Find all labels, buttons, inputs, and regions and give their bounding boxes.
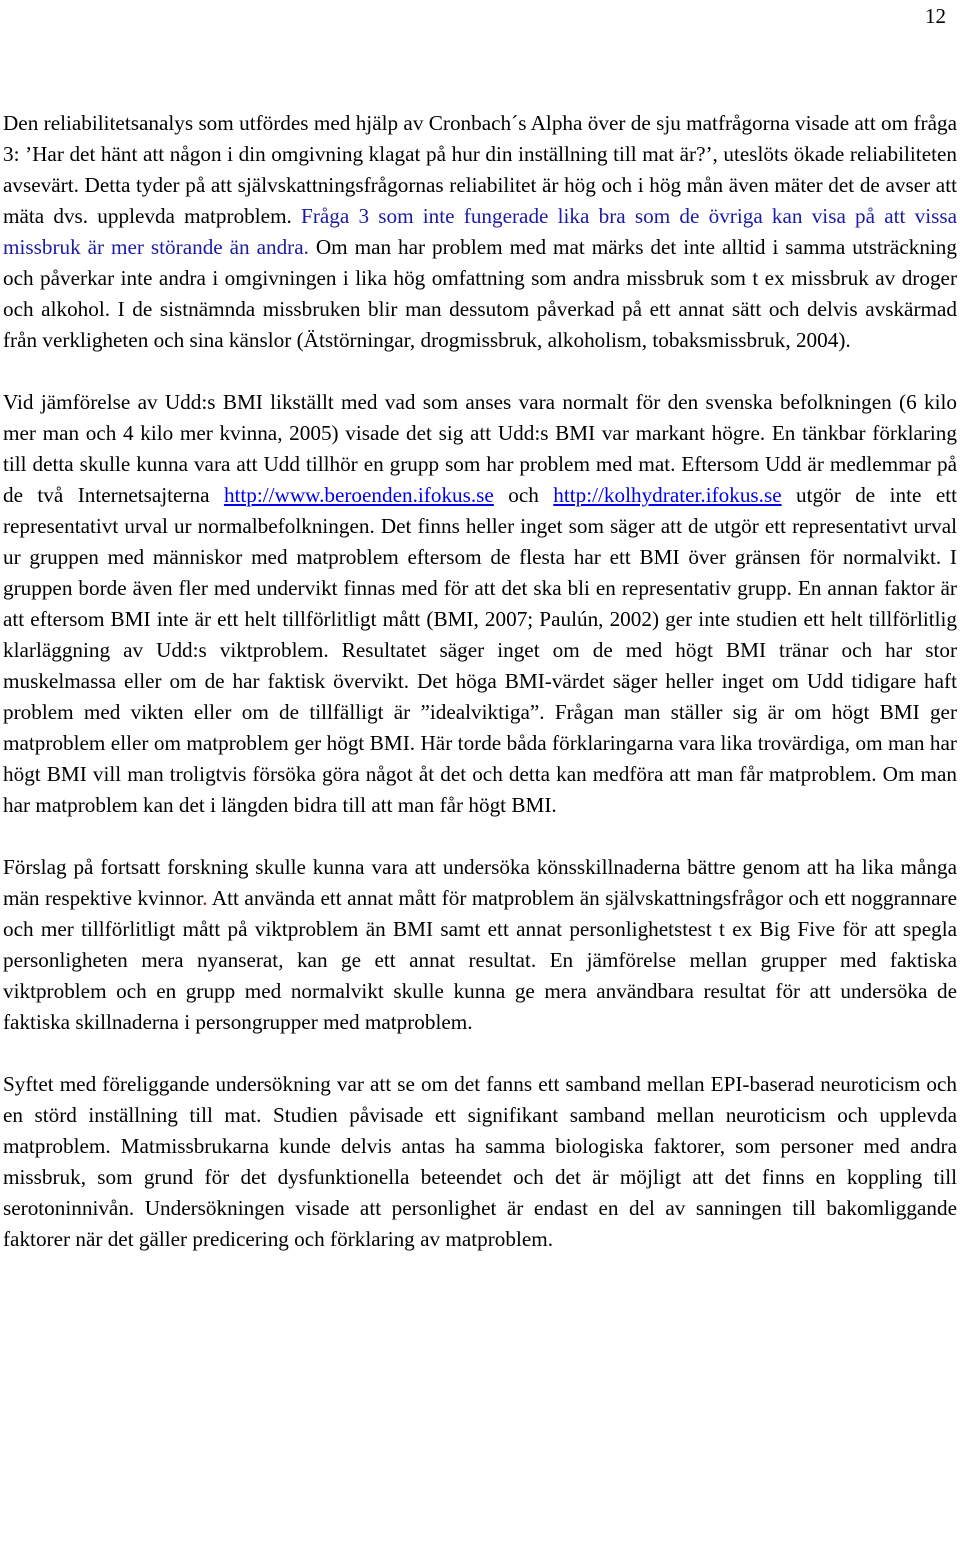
paragraph-future-research-text-2: Att använda ett annat mått för matproblem än självskattningsfrågor och ett noggrannare och mer tillförlitligt mått på viktproblem än BMI samt ett annat personlighetstest t ex Big Five för att spegla personligheten mera nyanserat, kan ge ett annat resultat. En jämförelse mellan grupper med faktiska viktproblem och en grupp med normalvikt skulle kunna ge mera användbara resultat för att undersöka de faktiska skillnaderna i persongrupper med matproblem. (3, 886, 957, 1034)
paragraph-bmi-text-2: och (493, 483, 554, 507)
page-number: 12 (925, 4, 946, 28)
paragraph-bmi-text-1: Vid jämförelse av Udd:s BMI likställt med vad som anses vara normalt för den svenska befolkningen (6 kilo mer man och 4 kilo mer kvinna, 2005) visade det sig att Udd:s BMI var markant högre. En tänkbar förklaring till detta skulle kunna vara att Udd tillhör en grupp som har problem med mat. Eftersom Udd är medlemmar på de två Internetsajterna (3, 390, 957, 507)
link-kolhydrater[interactable]: http://kolhydrater.ifokus.se (553, 483, 782, 507)
paragraph-reliability-text-2: Fråga 3 som inte fungerade lika bra som de övriga kan visa på att vissa missbruk är mer störande än andra. (3, 204, 957, 259)
paragraph-bmi (3, 387, 957, 821)
paragraph-reliability-text-1: Den reliabilitetsanalys som utfördes med hjälp av Cronbach´s Alpha över de sju matfrågorna visade att om fråga 3: ’Har det hänt att någon i din omgivning klagat på hur din inställning till mat är?’, uteslöts ökade reliabiliteten avsevärt. Detta tyder på att självskattningsfrågornas reliabilitet är hög och i hög mån även mäter det de avser att mäta dvs. upplevda matproblem. (3, 111, 957, 228)
paragraph-future-research (3, 852, 957, 1038)
paragraph-bmi-text-3: utgör de inte ett representativt urval ur normalbefolkningen. Det finns heller inget som säger att de utgör ett representativt urval ur gruppen med människor med matproblem eftersom de flesta har ett BMI över gränsen för normalvikt. I gruppen borde även fler med undervikt finnas med för att det ska bli en representativ grupp. En annan faktor är att eftersom BMI inte är ett helt tillförlitligt mått (BMI, 2007; Paulún, 2002) ger inte studien ett helt tillförlitlig klarläggning av Udd:s viktproblem. Resultatet säger inget om de med högt BMI tränar och har stor muskelmassa eller om de har faktisk övervikt. Det höga BMI-värdet säger heller inget om Udd tidigare haft problem med vikten eller om de tillfälligt är ”idealviktiga”. Frågan man ställer sig är om högt BMI ger matproblem eller om matproblem ger högt BMI. Här torde båda förklaringarna vara lika trovärdiga, om man har högt BMI vill man troligtvis försöka göra något åt det och detta kan medföra att man får matproblem. Om man har matproblem kan det i längden bidra till att man får högt BMI. (3, 483, 958, 817)
link-beroenden[interactable]: http://www.beroenden.ifokus.se (223, 483, 494, 507)
paragraph-future-research-text-1: Förslag på fortsatt forskning skulle kunna vara att undersöka könsskillnaderna bättre genom att ha lika många män respektive kvinnor (3, 855, 957, 910)
paragraph-purpose-text: Syftet med föreliggande undersökning var att se om det fanns ett samband mellan EPI-baserad neuroticism och en störd inställning till mat. Studien påvisade ett signifikant samband mellan neuroticism och upplevda matproblem. Matmissbrukarna kunde delvis antas ha samma biologiska faktorer, som personer med andra missbruk, som grund för det dysfunktionella beteendet och det är möjligt att det finns en koppling till serotoninnivån. Undersökningen visade att personlighet är endast en del av sanningen till bakomliggande faktorer när det gäller predicering och förklaring av matproblem. (3, 1072, 957, 1251)
document-body (3, 108, 957, 1255)
paragraph-future-research-period: . (202, 886, 208, 910)
paragraph-reliability-text-3: Om man har problem med mat märks det inte alltid i samma utsträckning och påverkar inte andra i omgivningen i lika hög omfattning som andra missbruk som t ex missbruk av droger och alkohol. I de sistnämnda missbruken blir man dessutom påverkad på ett annat sätt och delvis avskärmad från verkligheten och sina känslor (Ätstörningar, drogmissbruk, alkoholism, tobaksmissbruk, 2004). (3, 235, 957, 352)
paragraph-purpose (3, 1069, 957, 1255)
paragraph-reliability (3, 108, 957, 356)
